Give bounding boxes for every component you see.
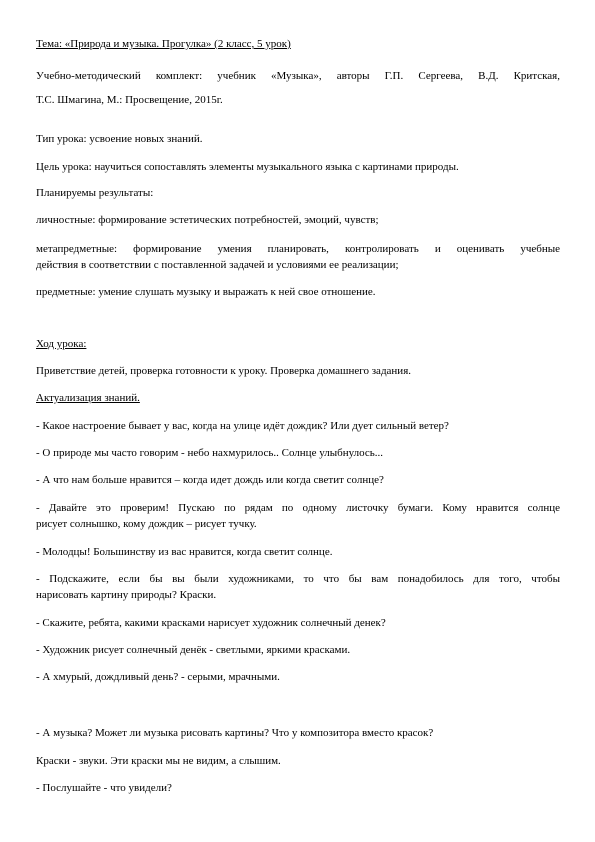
dialogue-line-1: - Какое настроение бывает у вас, когда на улице идёт дождик? Или дует сильный ветер?	[36, 420, 449, 432]
dialogue-line-10: - А музыка? Может ли музыка рисовать картины? Что у композитора вместо красок?	[36, 727, 434, 739]
lesson-topic: Тема: «Природа и музыка. Прогулка» (2 класс, 5 урок)	[36, 38, 291, 50]
lesson-flow-heading: Ход урока:	[36, 338, 87, 350]
actualization-heading: Актуализация знаний.	[36, 392, 140, 404]
dialogue-line-6b: нарисовать картину природы? Краски.	[36, 589, 217, 601]
dialogue-line-12: - Послушайте - что увидели?	[36, 782, 172, 794]
dialogue-line-11: Краски - звуки. Эти краски мы не видим, а слышим.	[36, 755, 281, 767]
personal-results: личностные: формирование эстетических потребностей, эмоций, чувств;	[36, 214, 379, 226]
teaching-kit-line-2: Т.С. Шмагина, М.: Просвещение, 2015г.	[36, 94, 223, 106]
lesson-goal: Цель урока: научиться сопоставлять элементы музыкального языка с картинами природы.	[36, 161, 459, 173]
meta-results-line-2: действия в соответствии с поставленной задачей и условиями ее реализации;	[36, 259, 399, 271]
dialogue-line-3: - А что нам больше нравится – когда идет дождь или когда светит солнце?	[36, 474, 384, 486]
planned-results-heading: Планируемы результаты:	[36, 187, 154, 199]
dialogue-line-6a: - Подскажите, если бы вы были художниками, то что бы вам понадобилось для того, чтобы	[36, 573, 560, 585]
lesson-type: Тип урока: усвоение новых знаний.	[36, 133, 203, 145]
greeting-text: Приветствие детей, проверка готовности к уроку. Проверка домашнего задания.	[36, 365, 412, 377]
meta-results-line-1: метапредметные: формирование умения планировать, контролировать и оценивать учебные	[36, 243, 560, 255]
dialogue-line-5: - Молодцы! Большинству из вас нравится, когда светит солнце.	[36, 546, 333, 558]
dialogue-line-2: - О природе мы часто говорим - небо нахмурилось.. Солнце улыбнулось...	[36, 447, 384, 459]
dialogue-line-9: - А хмурый, дождливый день? - серыми, мрачными.	[36, 671, 280, 683]
subject-results: предметные: умение слушать музыку и выражать к ней свое отношение.	[36, 286, 376, 298]
dialogue-line-7: - Скажите, ребята, какими красками нарисует художник солнечный денек?	[36, 617, 386, 629]
dialogue-line-4a: - Давайте это проверим! Пускаю по рядам по одному листочку бумаги. Кому нравится солнце	[36, 502, 560, 514]
teaching-kit-line-1: Учебно-методический комплект: учебник «Музыка», авторы Г.П. Сергеева, В.Д. Критская,	[36, 70, 560, 82]
dialogue-line-8: - Художник рисует солнечный денёк - светлыми, яркими красками.	[36, 644, 351, 656]
dialogue-line-4b: рисует солнышко, кому дождик – рисует тучку.	[36, 518, 257, 530]
